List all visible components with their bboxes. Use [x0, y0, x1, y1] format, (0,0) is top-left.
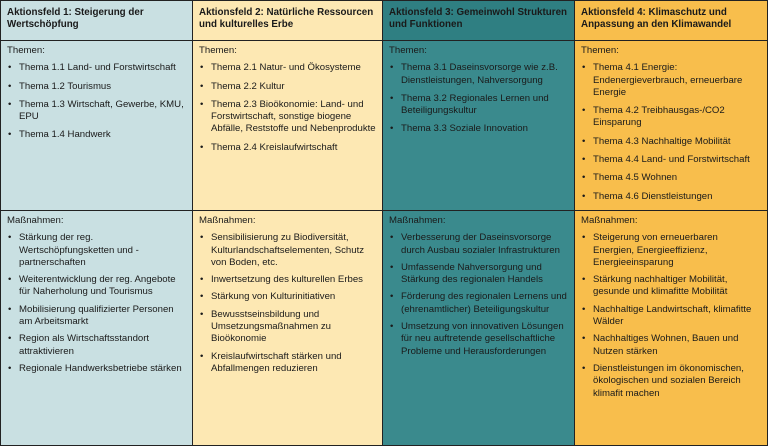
themen-cell-2 [193, 41, 383, 211]
list-item: • Thema 3.3 Soziale Innovation [389, 123, 568, 135]
list-item: • Thema 1.2 Tourismus [7, 81, 186, 93]
header-aktionsfeld-3: Aktionsfeld 3: Gemeinwohl Strukturen und Funktionen [383, 0, 575, 41]
themen-cell-4 [575, 41, 768, 211]
themen-label: Themen: [199, 45, 237, 56]
header-aktionsfeld-4: Aktionsfeld 4: Klimaschutz und Anpassung an den Klimawandel [575, 0, 768, 41]
list-item: • Thema 2.1 Natur- und Ökosysteme [199, 62, 376, 74]
list-item: • Nachhaltiges Wohnen, Bauen und Nutzen stärken [581, 333, 761, 358]
themen-label: Themen: [581, 45, 619, 56]
list-item: • Umfassende Nahversorgung und Stärkung des regionalen Handels [389, 262, 568, 287]
list-item: • Inwertsetzung des kulturellen Erbes [199, 274, 376, 286]
list-item: • Thema 4.1 Energie: Endenergieverbrauch, erneuerbare Energie [581, 62, 761, 99]
list-item: • Umsetzung von innovativen Lösungen für neu auftretende gesellschaftliche Probleme und Herausforderungen [389, 321, 568, 358]
list-item: • Thema 2.4 Kreislaufwirtschaft [199, 142, 376, 154]
themen-cell-1 [0, 41, 193, 211]
list-item: • Thema 4.6 Dienstleistungen [581, 191, 761, 203]
themen-list [581, 62, 761, 203]
list-item: • Mobilisierung qualifizierter Personen am Arbeitsmarkt [7, 304, 186, 329]
list-item: • Regionale Handwerksbetriebe stärken [7, 363, 186, 375]
list-item: • Stärkung von Kulturinitiativen [199, 291, 376, 303]
themen-label: Themen: [7, 45, 45, 56]
list-item: • Förderung des regionalen Lernens und (ehrenamtlicher) Beteiligungskultur [389, 291, 568, 316]
massnahmen-label: Maßnahmen: [7, 215, 64, 226]
list-item: • Bewusstseinsbildung und Umsetzungsmaßnahmen zu Bioökonomie [199, 309, 376, 346]
list-item: • Thema 1.1 Land- und Forstwirtschaft [7, 62, 186, 74]
themen-cell-3 [383, 41, 575, 211]
massnahmen-list [7, 232, 186, 375]
list-item: • Stärkung der reg. Wertschöpfungsketten und -partnerschaften [7, 232, 186, 269]
list-item: • Thema 4.3 Nachhaltige Mobilität [581, 136, 761, 148]
list-item: • Thema 4.2 Treibhausgas-/CO2 Einsparung [581, 105, 761, 130]
list-item: • Sensibilisierung zu Biodiversität, Kulturlandschaftselementen, Schutz von Boden, etc. [199, 232, 376, 269]
list-item: • Thema 4.4 Land- und Forstwirtschaft [581, 154, 761, 166]
themen-list [7, 62, 186, 141]
massnahmen-cell-4 [575, 211, 768, 446]
header-aktionsfeld-2: Aktionsfeld 2: Natürliche Ressourcen und kulturelles Erbe [193, 0, 383, 41]
list-item: • Thema 3.1 Daseinsvorsorge wie z.B. Dienstleistungen, Nahversorgung [389, 62, 568, 87]
list-item: • Thema 3.2 Regionales Lernen und Beteiligungskultur [389, 93, 568, 118]
list-item: • Nachhaltige Landwirtschaft, klimafitte Wälder [581, 304, 761, 329]
massnahmen-cell-1 [0, 211, 193, 446]
list-item: • Verbesserung der Daseinsvorsorge durch Ausbau sozialer Infrastrukturen [389, 232, 568, 257]
massnahmen-list [199, 232, 376, 375]
list-item: • Weiterentwicklung der reg. Angebote für Naherholung und Tourismus [7, 274, 186, 299]
list-item: • Thema 1.4 Handwerk [7, 129, 186, 141]
themen-list [389, 62, 568, 135]
list-item: • Thema 4.5 Wohnen [581, 172, 761, 184]
list-item: • Stärkung nachhaltiger Mobilität, gesunde und klimafitte Mobilität [581, 274, 761, 299]
massnahmen-cell-2 [193, 211, 383, 446]
massnahmen-label: Maßnahmen: [199, 215, 256, 226]
massnahmen-list [389, 232, 568, 358]
massnahmen-label: Maßnahmen: [389, 215, 446, 226]
themen-label: Themen: [389, 45, 427, 56]
list-item: • Thema 2.3 Bioökonomie: Land- und Forstwirtschaft, sonstige biogene Abfälle, Reststoffe und Nebenprodukte [199, 99, 376, 136]
list-item: • Thema 1.3 Wirtschaft, Gewerbe, KMU, EPU [7, 99, 186, 124]
list-item: • Thema 2.2 Kultur [199, 81, 376, 93]
list-item: • Steigerung von erneuerbaren Energien, Energieeffizienz, Energieeinsparung [581, 232, 761, 269]
header-aktionsfeld-1: Aktionsfeld 1: Steigerung der Wertschöpfung [0, 0, 193, 41]
list-item: • Kreislaufwirtschaft stärken und Abfallmengen reduzieren [199, 351, 376, 376]
massnahmen-cell-3 [383, 211, 575, 446]
massnahmen-list [581, 232, 761, 400]
massnahmen-label: Maßnahmen: [581, 215, 638, 226]
list-item: • Region als Wirtschaftsstandort attraktivieren [7, 333, 186, 358]
list-item: • Dienstleistungen im ökonomischen, ökologischen und sozialen Bereich klimafit machen [581, 363, 761, 400]
themen-list [199, 62, 376, 154]
